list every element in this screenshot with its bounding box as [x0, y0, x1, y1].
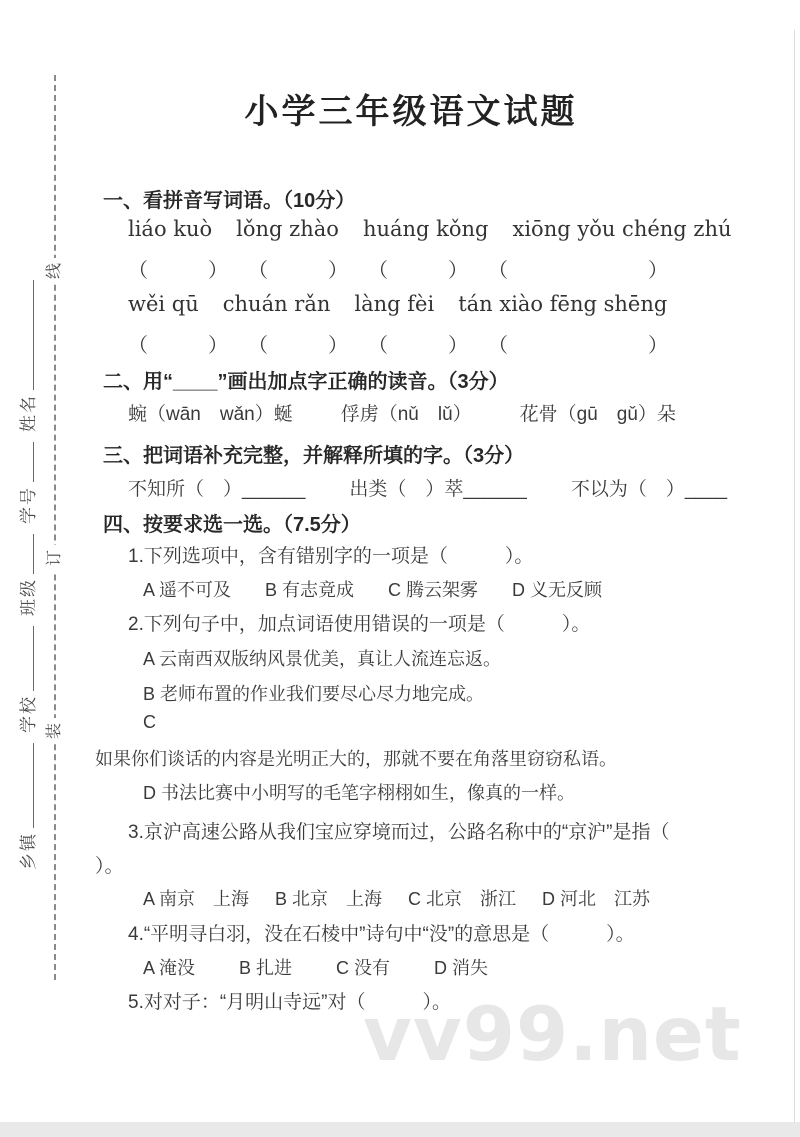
pronunciation-item: 俘虏（nǔ lǔ） — [340, 404, 472, 425]
student-number-blank-line — [19, 442, 34, 482]
pinyin-row-2 — [128, 292, 667, 316]
section1-title: 一、看拼音写词语。（10分） — [103, 190, 356, 212]
q4-option-a: A 淹没 — [143, 958, 196, 978]
q3-stem-line1: 3.京沪高速公路从我们宝应穿境而过，公路名称中的“京沪”是指（ — [128, 822, 670, 843]
q5-stem: 5.对对子：“月明山寺远”对（ ）。 — [128, 992, 452, 1013]
township-blank-line — [19, 743, 34, 828]
student-number-label: 学号 — [19, 486, 38, 524]
q4-option-c: C 没有 — [336, 958, 391, 978]
q1-options — [143, 576, 602, 602]
idiom-item: 不知所（ ）______ — [128, 479, 306, 500]
exam-content — [95, 0, 732, 1137]
pronunciation-item: 蜿（wān wǎn）蜒 — [128, 404, 293, 425]
q1-option-d: D 义无反顾 — [512, 580, 603, 600]
pinyin-word: wěi qū — [128, 292, 199, 316]
section4-title: 四、按要求选一选。（7.5分） — [103, 514, 361, 536]
township-label: 乡镇 — [19, 832, 38, 870]
q2-option-c-text: 如果你们谈话的内容是光明正大的，那就不要在角落里窃窃私语。 — [95, 749, 617, 769]
section2-items — [128, 399, 676, 426]
section3-items — [128, 474, 727, 501]
school-blank-line — [19, 626, 34, 691]
pinyin-row-1 — [128, 217, 732, 241]
class-label: 班级 — [19, 578, 38, 616]
q3-option-c: C 北京 浙江 — [408, 889, 517, 909]
field-name — [14, 280, 39, 432]
field-class — [14, 534, 39, 616]
pronunciation-item: 花骨（gū gǔ）朵 — [519, 404, 676, 425]
answer-parens-row-2 — [128, 329, 668, 358]
field-student-number — [14, 442, 39, 524]
answer-paren: （ ） — [128, 258, 228, 282]
q4-option-d: D 消失 — [434, 958, 489, 978]
pinyin-word: tán xiào fēng shēng — [458, 292, 668, 316]
q1-option-b: B 有志竟成 — [265, 580, 355, 600]
answer-paren: （ ） — [368, 333, 468, 357]
q1-option-a: A 遥不可及 — [143, 580, 232, 600]
binding-char-line: 线 — [42, 258, 68, 284]
page-edge-line — [794, 30, 795, 1122]
q2-option-c-label: C — [143, 712, 156, 732]
q1-option-c: C 腾云架雾 — [388, 580, 479, 600]
answer-paren: （ ） — [248, 333, 348, 357]
pinyin-word: chuán rǎn — [222, 292, 331, 316]
idiom-item: 不以为（ ）____ — [570, 479, 728, 500]
answer-paren: （ ） — [128, 333, 228, 357]
pinyin-word: huáng kǒng — [362, 217, 489, 241]
page-title: 小学三年级语文试题 — [244, 93, 578, 131]
q4-options — [143, 954, 488, 980]
pinyin-word: liáo kuò — [128, 217, 213, 241]
section3-title: 三、把词语补充完整，并解释所填的字。（3分） — [103, 445, 525, 467]
footer-strip — [0, 1122, 800, 1137]
answer-paren: （ ） — [248, 258, 348, 282]
field-township — [14, 743, 39, 870]
watermark: vv99.net — [363, 990, 742, 1078]
field-school — [14, 626, 39, 733]
answer-parens-row-1 — [128, 254, 668, 283]
class-blank-line — [19, 534, 34, 574]
q3-option-b: B 北京 上海 — [275, 889, 383, 909]
binding-char-bind: 装 — [42, 718, 68, 744]
q4-stem: 4.“平明寻白羽，没在石棱中”诗句中“没”的意思是（ ）。 — [128, 924, 635, 945]
q2-stem: 2.下列句子中，加点词语使用错误的一项是（ ）。 — [128, 614, 591, 635]
name-label: 姓名 — [19, 394, 38, 432]
q2-option-d: D 书法比赛中小明写的毛笔字栩栩如生，像真的一样。 — [143, 783, 575, 803]
school-label: 学校 — [19, 695, 38, 733]
answer-paren: （ ） — [488, 333, 668, 357]
q1-stem: 1.下列选项中，含有错别字的一项是（ ）。 — [128, 546, 534, 567]
name-blank-line — [19, 280, 34, 390]
q4-option-b: B 扎进 — [239, 958, 293, 978]
student-info-strip — [14, 190, 50, 870]
answer-paren: （ ） — [368, 258, 468, 282]
binding-char-staple: 订 — [42, 545, 68, 571]
q3-option-d: D 河北 江苏 — [542, 889, 651, 909]
q2-option-a: A 云南西双版纳风景优美，真让人流连忘返。 — [143, 649, 502, 669]
answer-paren: （ ） — [488, 258, 668, 282]
binding-dashed-line — [54, 75, 56, 980]
q2-option-b: B 老师布置的作业我们要尽心尽力地完成。 — [143, 684, 485, 704]
section2-title: 二、用“____”画出加点字正确的读音。（3分） — [103, 371, 509, 393]
q3-stem-line2: ）。 — [95, 856, 124, 877]
pinyin-word: lǒng zhào — [236, 217, 339, 241]
pinyin-word: làng fèi — [354, 292, 435, 316]
q3-options — [143, 885, 650, 911]
pinyin-word: xiōng yǒu chéng zhú — [512, 217, 732, 241]
q3-option-a: A 南京 上海 — [143, 889, 250, 909]
idiom-item: 出类（ ）萃______ — [349, 479, 527, 500]
